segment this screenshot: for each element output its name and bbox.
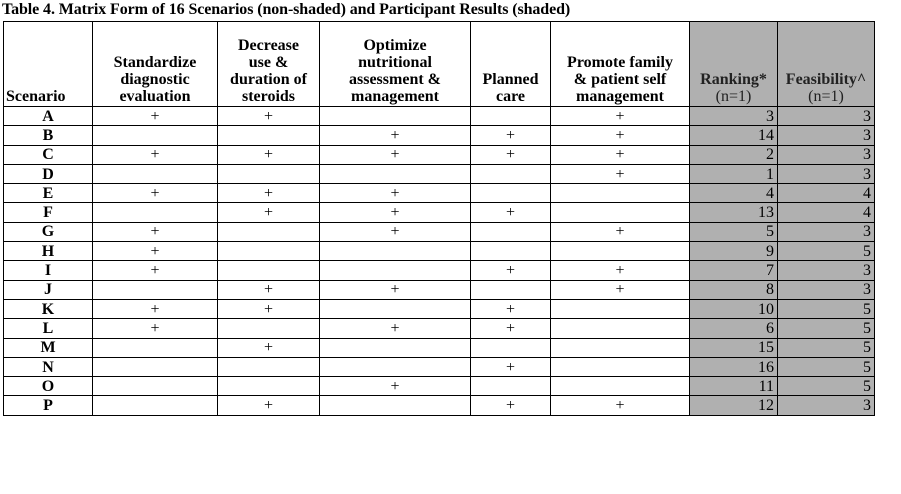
- table-row: [4, 299, 875, 318]
- scenario-label: M: [4, 338, 93, 357]
- component-mark-cell: +: [320, 145, 471, 164]
- table-row: [4, 396, 875, 415]
- scenario-label: F: [4, 203, 93, 222]
- component-mark-cell: +: [471, 145, 551, 164]
- header-line: management: [576, 88, 664, 105]
- ranking-cell: 7: [690, 261, 778, 280]
- component-mark-cell: +: [551, 222, 690, 241]
- component-mark-cell: [471, 242, 551, 261]
- table-row: [4, 261, 875, 280]
- component-mark-cell: +: [218, 299, 320, 318]
- component-mark-cell: [471, 338, 551, 357]
- ranking-cell: 8: [690, 280, 778, 299]
- header-planned-care: [471, 22, 551, 107]
- ranking-cell: 15: [690, 338, 778, 357]
- feasibility-cell: 5: [778, 338, 875, 357]
- component-mark-cell: [320, 357, 471, 376]
- header-decrease-steroids: [218, 22, 320, 107]
- component-mark-cell: [93, 164, 218, 183]
- component-mark-cell: +: [471, 126, 551, 145]
- component-mark-cell: [218, 242, 320, 261]
- component-mark-cell: [551, 319, 690, 338]
- component-mark-cell: [218, 164, 320, 183]
- feasibility-cell: 4: [778, 184, 875, 203]
- feasibility-cell: 3: [778, 107, 875, 126]
- scenario-label: J: [4, 280, 93, 299]
- ranking-cell: 2: [690, 145, 778, 164]
- scenario-label: O: [4, 377, 93, 396]
- ranking-cell: 12: [690, 396, 778, 415]
- component-mark-cell: +: [93, 107, 218, 126]
- feasibility-cell: 3: [778, 222, 875, 241]
- header-line: Decrease: [238, 37, 299, 54]
- table-row: [4, 164, 875, 183]
- ranking-cell: 16: [690, 357, 778, 376]
- component-mark-cell: [320, 396, 471, 415]
- component-mark-cell: +: [320, 126, 471, 145]
- component-mark-cell: [551, 338, 690, 357]
- table-row: [4, 126, 875, 145]
- component-mark-cell: [551, 203, 690, 222]
- component-mark-cell: [551, 184, 690, 203]
- component-mark-cell: +: [93, 222, 218, 241]
- component-mark-cell: [320, 338, 471, 357]
- component-mark-cell: [471, 377, 551, 396]
- component-mark-cell: +: [218, 396, 320, 415]
- component-mark-cell: +: [471, 261, 551, 280]
- component-mark-cell: +: [471, 357, 551, 376]
- table-row: [4, 222, 875, 241]
- component-mark-cell: +: [471, 203, 551, 222]
- feasibility-cell: 4: [778, 203, 875, 222]
- component-mark-cell: +: [551, 126, 690, 145]
- ranking-cell: 14: [690, 126, 778, 145]
- component-mark-cell: +: [320, 222, 471, 241]
- table-row: [4, 357, 875, 376]
- header-scenario: [4, 22, 93, 107]
- component-mark-cell: +: [551, 280, 690, 299]
- header-feasibility: [778, 22, 875, 107]
- component-mark-cell: [320, 107, 471, 126]
- component-mark-cell: +: [218, 338, 320, 357]
- component-mark-cell: [551, 357, 690, 376]
- header-line: Standardize: [113, 54, 197, 71]
- scenario-label: D: [4, 164, 93, 183]
- component-mark-cell: +: [218, 203, 320, 222]
- component-mark-cell: [551, 242, 690, 261]
- ranking-cell: 11: [690, 377, 778, 396]
- header-line: diagnostic: [120, 71, 190, 88]
- header-optimize-nutrition: [320, 22, 471, 107]
- ranking-cell: 9: [690, 242, 778, 261]
- header-line: use &: [248, 54, 289, 71]
- table-row: [4, 184, 875, 203]
- component-mark-cell: +: [93, 184, 218, 203]
- component-mark-cell: +: [551, 164, 690, 183]
- table-row: [4, 377, 875, 396]
- component-mark-cell: +: [93, 242, 218, 261]
- component-mark-cell: +: [551, 261, 690, 280]
- component-mark-cell: +: [93, 145, 218, 164]
- component-mark-cell: +: [218, 107, 320, 126]
- component-mark-cell: [551, 377, 690, 396]
- header-line: (n=1): [715, 88, 752, 105]
- feasibility-cell: 3: [778, 261, 875, 280]
- component-mark-cell: [93, 203, 218, 222]
- scenario-label: I: [4, 261, 93, 280]
- component-mark-cell: +: [320, 319, 471, 338]
- ranking-cell: 3: [690, 107, 778, 126]
- component-mark-cell: [218, 261, 320, 280]
- component-mark-cell: [218, 126, 320, 145]
- table-row: [4, 145, 875, 164]
- component-mark-cell: +: [471, 299, 551, 318]
- feasibility-cell: 3: [778, 396, 875, 415]
- header-line: (n=1): [808, 88, 844, 105]
- ranking-cell: 4: [690, 184, 778, 203]
- scenario-label: G: [4, 222, 93, 241]
- component-mark-cell: +: [551, 145, 690, 164]
- feasibility-cell: 3: [778, 145, 875, 164]
- ranking-cell: 1: [690, 164, 778, 183]
- scenario-label: K: [4, 299, 93, 318]
- scenario-label: E: [4, 184, 93, 203]
- table-row: [4, 107, 875, 126]
- table-row: [4, 280, 875, 299]
- component-mark-cell: [471, 107, 551, 126]
- feasibility-cell: 3: [778, 164, 875, 183]
- component-mark-cell: [218, 377, 320, 396]
- component-mark-cell: [320, 242, 471, 261]
- header-line: & patient self: [573, 71, 667, 88]
- table-row: [4, 319, 875, 338]
- component-mark-cell: [551, 299, 690, 318]
- component-mark-cell: [471, 184, 551, 203]
- component-mark-cell: +: [93, 299, 218, 318]
- component-mark-cell: +: [93, 319, 218, 338]
- feasibility-cell: 3: [778, 126, 875, 145]
- header-line: Optimize: [363, 37, 427, 54]
- component-mark-cell: [93, 396, 218, 415]
- header-line: management: [351, 88, 439, 105]
- component-mark-cell: [93, 280, 218, 299]
- header-row: [4, 22, 875, 107]
- component-mark-cell: +: [218, 280, 320, 299]
- component-mark-cell: +: [471, 319, 551, 338]
- header-line: steroids: [241, 88, 296, 105]
- table-row: [4, 338, 875, 357]
- component-mark-cell: [93, 357, 218, 376]
- header-line: nutritional: [358, 54, 432, 71]
- header-line: Planned: [482, 71, 539, 88]
- component-mark-cell: +: [320, 184, 471, 203]
- component-mark-cell: +: [320, 203, 471, 222]
- header-line: Feasibility^: [785, 71, 867, 88]
- scenario-label: C: [4, 145, 93, 164]
- table-body: [4, 107, 875, 416]
- header-line: duration of: [230, 71, 307, 88]
- scenario-label: N: [4, 357, 93, 376]
- component-mark-cell: [471, 280, 551, 299]
- ranking-cell: 6: [690, 319, 778, 338]
- component-mark-cell: +: [218, 145, 320, 164]
- component-mark-cell: [320, 261, 471, 280]
- ranking-cell: 5: [690, 222, 778, 241]
- feasibility-cell: 5: [778, 299, 875, 318]
- feasibility-cell: 3: [778, 280, 875, 299]
- header-line: Promote family: [567, 54, 673, 71]
- component-mark-cell: [471, 164, 551, 183]
- scenario-label: P: [4, 396, 93, 415]
- header-line: assessment &: [349, 71, 441, 88]
- ranking-cell: 13: [690, 203, 778, 222]
- ranking-cell: 10: [690, 299, 778, 318]
- component-mark-cell: [93, 126, 218, 145]
- component-mark-cell: [471, 222, 551, 241]
- feasibility-cell: 5: [778, 319, 875, 338]
- feasibility-cell: 5: [778, 377, 875, 396]
- header-promote-family: [551, 22, 690, 107]
- component-mark-cell: [218, 222, 320, 241]
- component-mark-cell: [218, 357, 320, 376]
- feasibility-cell: 5: [778, 242, 875, 261]
- component-mark-cell: [320, 164, 471, 183]
- scenario-matrix-table: [3, 21, 875, 416]
- component-mark-cell: [218, 319, 320, 338]
- header-standardize: [93, 22, 218, 107]
- component-mark-cell: +: [93, 261, 218, 280]
- table-caption: Table 4. Matrix Form of 16 Scenarios (non-shaded) and Participant Results (shaded): [2, 1, 571, 18]
- header-scenario-text: Scenario: [6, 88, 66, 105]
- component-mark-cell: [320, 299, 471, 318]
- header-line: evaluation: [119, 88, 191, 105]
- table-row: [4, 203, 875, 222]
- component-mark-cell: +: [551, 107, 690, 126]
- scenario-label: L: [4, 319, 93, 338]
- feasibility-cell: 5: [778, 357, 875, 376]
- component-mark-cell: [93, 338, 218, 357]
- component-mark-cell: +: [218, 184, 320, 203]
- header-line: care: [495, 88, 525, 105]
- scenario-label: H: [4, 242, 93, 261]
- component-mark-cell: +: [471, 396, 551, 415]
- scenario-label: A: [4, 107, 93, 126]
- component-mark-cell: [93, 377, 218, 396]
- component-mark-cell: +: [551, 396, 690, 415]
- scenario-label: B: [4, 126, 93, 145]
- header-line: Ranking*: [700, 71, 767, 88]
- component-mark-cell: +: [320, 280, 471, 299]
- header-ranking: [690, 22, 778, 107]
- component-mark-cell: +: [320, 377, 471, 396]
- table-row: [4, 242, 875, 261]
